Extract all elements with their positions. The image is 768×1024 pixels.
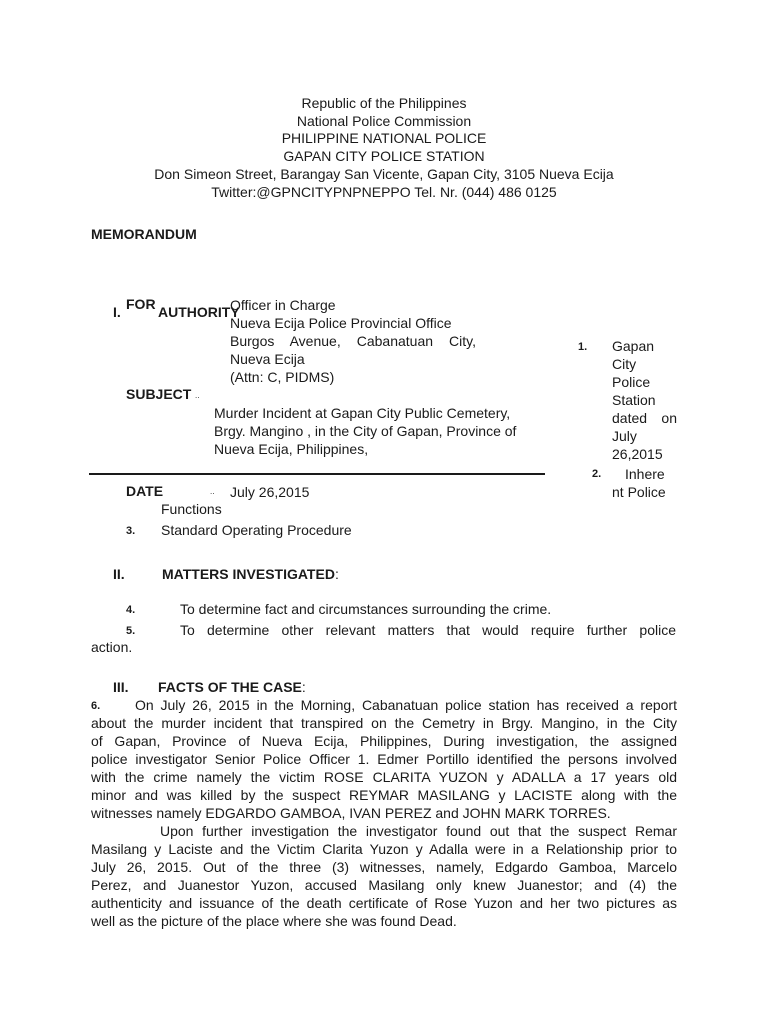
facts-line: Perez, and Juanestor Yuzon, accused Masilang only knew Juanestor; and (4) the <box>91 877 677 893</box>
header-line-station: GAPAN CITY POLICE STATION <box>283 148 485 164</box>
authority-item-1-line: City <box>612 356 637 372</box>
facts-line: about the murder incident that transpired on the Cemetry in Brgy. Mangino, in the City <box>91 715 677 731</box>
date-label: DATE <box>126 483 164 499</box>
facts-line: minor and was killed by the suspect REYMAR MASILANG y LACISTE along with the <box>91 787 677 803</box>
section1-numeral: I. <box>113 304 121 320</box>
item-4-number: 4. <box>126 604 136 616</box>
item-5-number: 5. <box>126 625 136 637</box>
subject-line: Murder Incident at Gapan City Public Cemetery, <box>214 405 511 421</box>
authority-item-1-line: Gapan <box>612 338 655 354</box>
facts-line: authenticity and issuance of the death certificate of Rose Yuzon and her two pictures as <box>91 895 677 911</box>
subject-label: SUBJECT <box>126 386 192 402</box>
header-line-pnp: PHILIPPINE NATIONAL POLICE <box>281 130 487 146</box>
facts-line: On July 26, 2015 in the Morning, Cabanatuan police station has received a report <box>135 697 677 713</box>
authority-item-1-line: Police <box>612 374 651 390</box>
authority-item-2-line: nt Police <box>612 484 666 500</box>
facts-line: well as the picture of the place where she was found Dead. <box>91 913 457 929</box>
subject-text <box>214 404 516 458</box>
authority-item-1 <box>612 337 677 463</box>
authority-item-1-line: July <box>612 428 637 444</box>
addressee-line: Nueva Ecija Police Provincial Office <box>230 315 452 331</box>
addressee-line: Nueva Ecija <box>230 351 305 367</box>
authority-item-1-line: dated on <box>612 410 677 426</box>
authority-item-2-line: Inhere <box>625 466 665 482</box>
facts-line: Upon further investigation the investigator found out that the suspect Remar <box>160 823 677 839</box>
item-6-number: 6. <box>91 700 101 712</box>
section3-numeral: III. <box>113 679 129 695</box>
facts-line: of Gapan, Province of Nueva Ecija, Philippines, During investigation, the assigned <box>91 733 677 749</box>
item-5-text-line2: action. <box>91 639 133 655</box>
addressee-block <box>230 296 476 386</box>
section3-title: FACTS OF THE CASE <box>158 679 302 695</box>
subject-line: Brgy. Mangino , in the City of Gapan, Province of <box>214 423 517 439</box>
authority-item-1-line: Station <box>612 392 656 408</box>
subject-divider <box>89 473 545 475</box>
item-5-text-line1: To determine other relevant matters that would require further police <box>180 622 676 638</box>
authority-label: AUTHORITY <box>158 304 240 320</box>
facts-line: July 26, 2015. Out of the three (3) witnesses, namely, Edgardo Gamboa, Marcelo <box>91 859 677 875</box>
authority-item-2-number: 2. <box>592 468 602 480</box>
addressee-line: Burgos Avenue, Cabanatuan City, <box>230 333 476 349</box>
header-line-address: Don Simeon Street, Barangay San Vicente, Gapan City, 3105 Nueva Ecija <box>154 166 614 182</box>
facts-line: Masilang y Laciste and the Victim Clarita Yuzon y Adalla were in a Relationship prior to <box>91 841 677 857</box>
subject-mark: .. <box>195 391 200 400</box>
facts-paragraph-2 <box>91 822 677 930</box>
item-3-number: 3. <box>126 525 136 537</box>
section2-colon: : <box>334 566 339 582</box>
section3-heading <box>158 679 306 695</box>
memo-title: MEMORANDUM <box>91 226 197 242</box>
facts-line: police investigator Senior Police Officer 1. Edmer Portillo identified the persons involved <box>91 751 677 767</box>
authority-item-1-number: 1. <box>578 341 588 353</box>
functions-text: Functions <box>161 501 222 517</box>
section2-title: MATTERS INVESTIGATED <box>162 566 335 582</box>
date-value: July 26,2015 <box>230 484 310 500</box>
date-mark: .. <box>210 487 215 496</box>
section2-numeral: II. <box>113 566 125 582</box>
for-label: FOR <box>126 296 156 312</box>
header-line-contact: Twitter:@GPNCITYPNPNEPPO Tel. Nr. (044) 486 0125 <box>211 184 557 200</box>
subject-line: Nueva Ecija, Philippines, <box>214 441 369 457</box>
addressee-line: Officer in Charge <box>230 297 336 313</box>
header-line-republic: Republic of the Philippines <box>301 95 467 111</box>
facts-line: witnesses namely EDGARDO GAMBOA, IVAN PEREZ and JOHN MARK TORRES. <box>91 805 611 821</box>
addressee-line: (Attn: C, PIDMS) <box>230 369 335 385</box>
authority-item-1-line: 26,2015 <box>612 446 663 462</box>
section2-heading <box>162 566 339 582</box>
facts-line: with the crime namely the victim ROSE CLARITA YUZON y ADALLA a 17 years old <box>91 769 677 785</box>
section3-colon: : <box>301 679 306 695</box>
header-line-napolcom: National Police Commission <box>296 113 472 129</box>
facts-paragraph-1 <box>91 696 677 822</box>
item-3-text: Standard Operating Procedure <box>161 522 352 538</box>
item-4-text: To determine fact and circumstances surrounding the crime. <box>180 601 552 617</box>
